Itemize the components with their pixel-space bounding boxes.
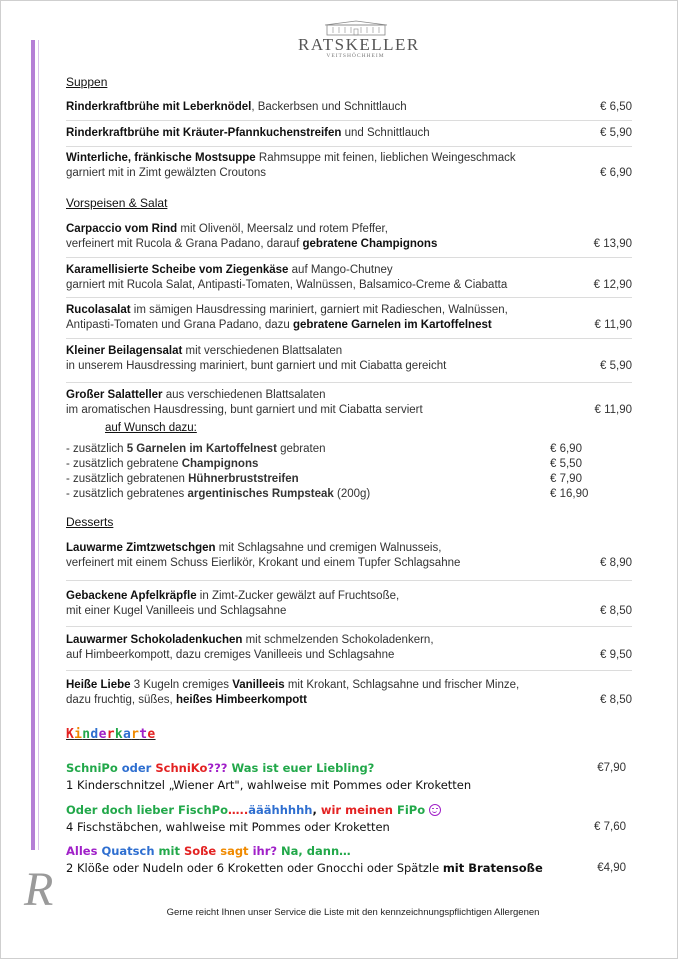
section-title-suppen: Suppen — [66, 75, 108, 89]
smiley-icon — [429, 804, 441, 816]
menu-item: Carpaccio vom Rind mit Olivenöl, Meersalz und rotem Pfeffer, verfeinert mit Rucola & Grana Padano, darauf gebratene Champignons € 13,90 — [66, 223, 632, 250]
allergen-note: Gerne reicht Ihnen unser Service die Liste mit den kennzeichnungspflichtigen Allergenen — [166, 907, 540, 918]
item-price: € 7,60 — [594, 821, 626, 833]
menu-item: Kleiner Beilagensalat mit verschiedenen Blattsalaten in unserem Hausdressing mariniert, bunt garniert und mit Ciabatta gereicht € 5,90 — [66, 345, 632, 372]
castle-icon — [321, 20, 391, 36]
menu-item: Lauwarmer Schokoladenkuchen mit schmelzenden Schokoladenkern, auf Himbeerkompott, dazu cremiges Vanilleeis und Schlagsahne € 9,50 — [66, 634, 632, 661]
item-price: € 11,90 — [594, 319, 632, 331]
logo-subtitle: VEITSHÖCHHEIM — [326, 53, 385, 59]
divider — [66, 626, 632, 627]
item-price: €4,90 — [597, 862, 626, 874]
item-price: € 5,90 — [600, 127, 632, 139]
item-price: € 11,90 — [594, 404, 632, 416]
accent-bar — [31, 40, 35, 850]
extras-title: auf Wunsch dazu: — [105, 422, 197, 434]
item-price: € 6,50 — [600, 101, 632, 113]
extra-item: - zusätzlich gebratenen Hühnerbruststreifen € 7,90 — [66, 473, 582, 485]
section-title-desserts: Desserts — [66, 515, 114, 529]
corner-monogram: R — [24, 863, 54, 916]
divider — [66, 382, 632, 383]
section-title-kinderkarte: Kinderkarte — [66, 727, 156, 742]
menu-item: Lauwarme Zimtzwetschgen mit Schlagsahne und cremigen Walnusseis, verfeinert mit einem Schuss Eierlikör, Krokant und einem Tupfer Schlagsahne € 8,90 — [66, 542, 632, 569]
menu-item: Rucolasalat im sämigen Hausdressing mariniert, garniert mit Radieschen, Walnüssen, Antipasti-Tomaten und Grana Padano, dazu gebratene Garnelen im Kartoffelnest € 11,90 — [66, 304, 632, 331]
menu-item: Rinderkraftbrühe mit Kräuter-Pfannkuchenstreifen und Schnittlauch € 5,90 — [66, 127, 632, 139]
menu-item: Winterliche, fränkische Mostsuppe Rahmsuppe mit feinen, lieblichen Weingeschmack garniert mit in Zimt gewälzten Croutons € 6,90 — [66, 152, 632, 179]
item-price: € 12,90 — [593, 279, 632, 291]
logo — [298, 20, 420, 70]
logo-title: RATSKELLER — [298, 35, 420, 54]
divider — [66, 297, 632, 298]
kids-menu-item: Alles Quatsch mit Soße sagt ihr? Na, dann… 2 Klöße oder Nudeln oder 6 Kroketten oder Gnocchi oder Spätzle mit Bratensoße €4,90 — [66, 844, 626, 875]
divider — [66, 257, 632, 258]
item-price: €7,90 — [597, 762, 626, 774]
item-price: € 8,50 — [600, 694, 632, 706]
section-title-vorspeisen: Vorspeisen & Salat — [66, 196, 168, 210]
menu-item: Gebackene Apfelkräpfle in Zimt-Zucker gewälzt auf Fruchtsoße, mit einer Kugel Vanilleeis und Schlagsahne € 8,50 — [66, 590, 632, 617]
divider — [66, 338, 632, 339]
divider — [66, 146, 632, 147]
kids-menu-item: SchniPo oder SchniKo??? Was ist euer Liebling? 1 Kinderschnitzel „Wiener Art", wahlweise mit Pommes oder Kroketten €7,90 — [66, 761, 626, 792]
item-price: € 8,90 — [600, 557, 632, 569]
menu-item: Heiße Liebe 3 Kugeln cremiges Vanilleeis mit Krokant, Schlagsahne und frischer Minze, dazu fruchtig, süßes, heißes Himbeerkompott € 8,50 — [66, 679, 632, 706]
extra-item: - zusätzlich gebratenes argentinisches Rumpsteak (200g) € 16,90 — [66, 488, 589, 500]
item-price: € 8,50 — [600, 605, 632, 617]
extra-item: - zusätzlich 5 Garnelen im Kartoffelnest gebraten € 6,90 — [66, 443, 582, 455]
kids-menu-item: Oder doch lieber FischPo…..ääähhhhh, wir meinen FiPo 4 Fischstäbchen, wahlweise mit Pommes oder Kroketten € 7,60 — [66, 803, 626, 834]
accent-bar-thin — [38, 40, 39, 850]
item-price: € 13,90 — [593, 238, 632, 250]
menu-item: Großer Salatteller aus verschiedenen Blattsalaten im aromatischen Hausdressing, bunt garniert und mit Ciabatta serviert € 11,90 — [66, 389, 632, 416]
divider — [66, 120, 632, 121]
extra-item: - zusätzlich gebratene Champignons € 5,50 — [66, 458, 582, 470]
item-price: € 6,90 — [600, 167, 632, 179]
item-price: € 5,90 — [600, 360, 632, 372]
divider — [66, 580, 632, 581]
menu-item: Karamellisierte Scheibe vom Ziegenkäse auf Mango-Chutney garniert mit Rucola Salat, Antipasti-Tomaten, Walnüssen, Balsamico-Creme & Ciabatta € 12,90 — [66, 264, 632, 291]
menu-item: Rinderkraftbrühe mit Leberknödel, Backerbsen und Schnittlauch € 6,50 — [66, 101, 632, 113]
divider — [66, 670, 632, 671]
item-price: € 9,50 — [600, 649, 632, 661]
